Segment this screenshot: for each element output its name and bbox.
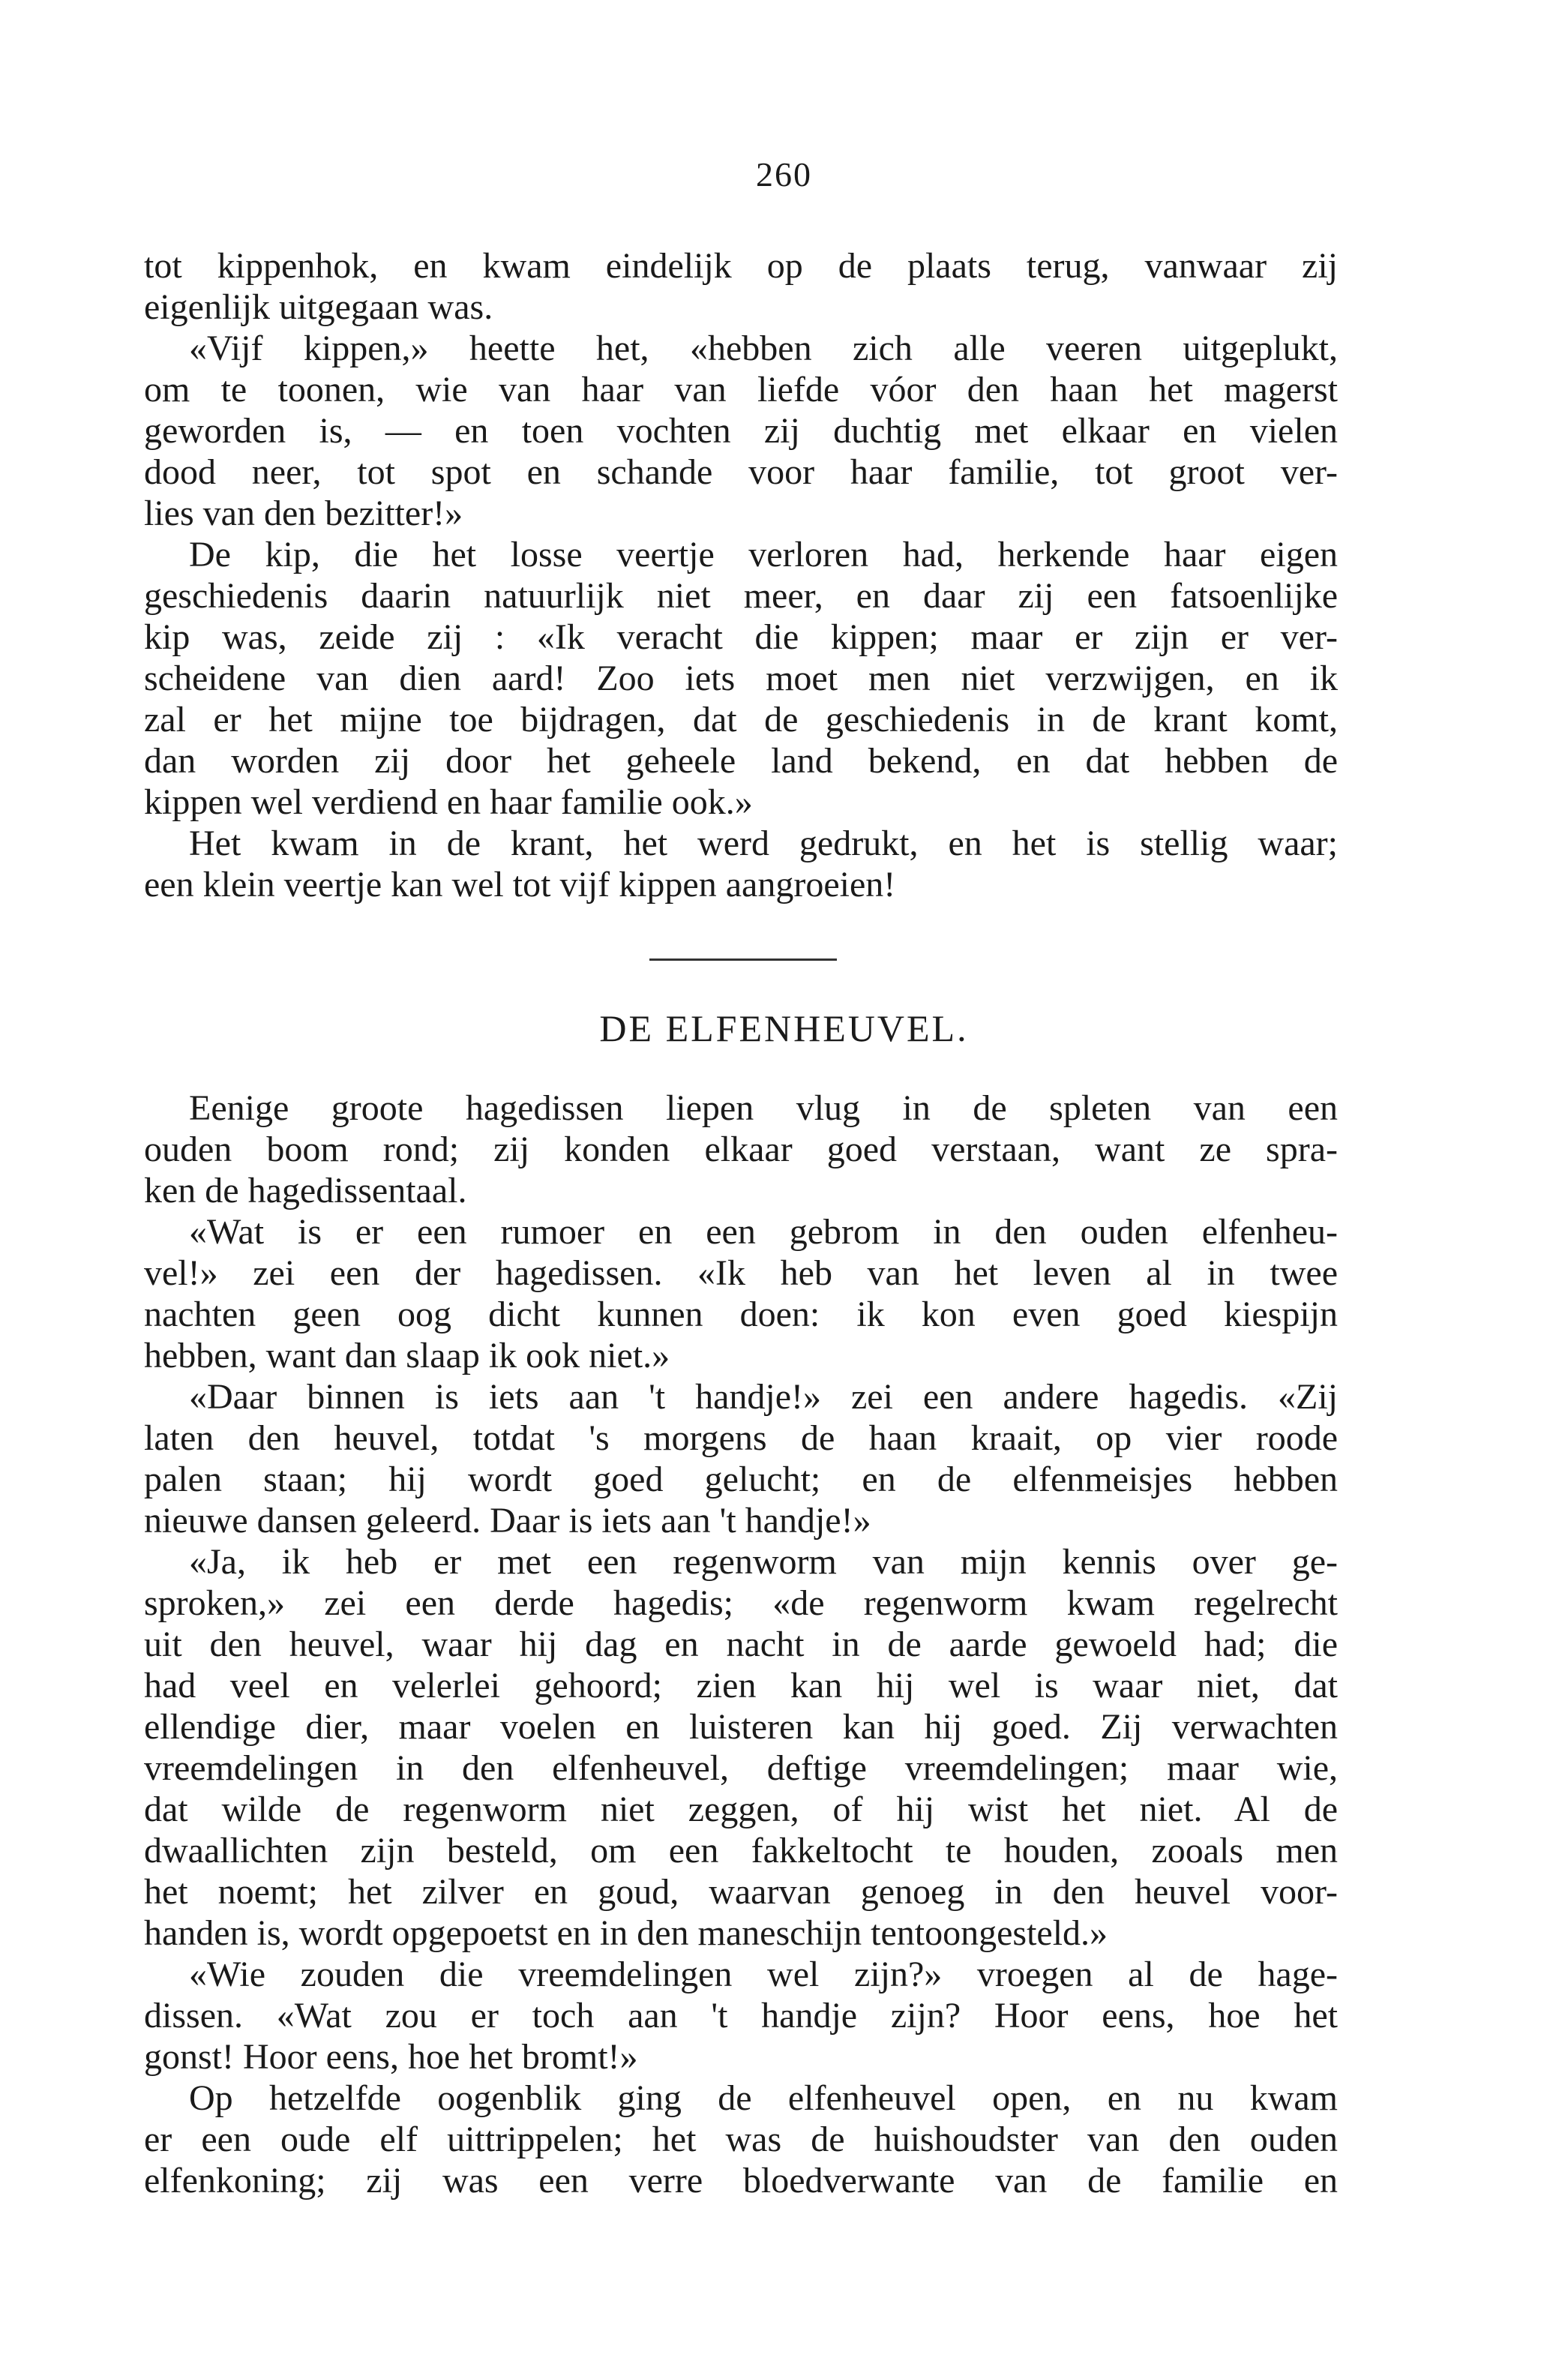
section-divider: [649, 958, 837, 961]
text-line: eigenlijk uitgegaan was.: [144, 287, 493, 327]
text-line: dissen. «Wat zou er toch aan 't handje zijn? Hoor eens, hoe het: [144, 1996, 1338, 2036]
text-line: dwaallichten zijn besteld, om een fakkeltocht te houden, zooals men: [144, 1831, 1338, 1870]
text-line: nieuwe dansen geleerd. Daar is iets aan 't handje!»: [144, 1501, 871, 1540]
text-line: kip was, zeide zij : «Ik veracht die kippen; maar er zijn er ver-: [144, 617, 1338, 657]
text-line: vel!» zei een der hagedissen. «Ik heb van het leven al in twee: [144, 1253, 1338, 1293]
text-line: ouden boom rond; zij konden elkaar goed verstaan, want ze spra-: [144, 1130, 1338, 1169]
text-line: «Wat is er een rumoer en een gebrom in den ouden elfenheu-: [189, 1212, 1338, 1252]
story-beginning-text: [144, 1088, 1338, 2201]
text-line: elfenkoning; zij was een verre bloedverwante van de familie en: [144, 2161, 1338, 2200]
text-line: uit den heuvel, waar hij dag en nacht in de aarde gewoeld had; die: [144, 1624, 1338, 1664]
text-line: nachten geen oog dicht kunnen doen: ik kon even goed kiespijn: [144, 1294, 1338, 1334]
text-line: sproken,» zei een derde hagedis; «de regenworm kwam regelrecht: [144, 1583, 1338, 1623]
text-line: geschiedenis daarin natuurlijk niet meer, en daar zij een fatsoenlijke: [144, 576, 1338, 616]
text-line: scheidene van dien aard! Zoo iets moet men niet verzwijgen, en ik: [144, 658, 1338, 698]
text-line: gonst! Hoor eens, hoe het bromt!»: [144, 2037, 638, 2077]
text-line: lies van den bezitter!»: [144, 494, 463, 533]
text-line: dat wilde de regenworm niet zeggen, of hij wist het niet. Al de: [144, 1790, 1338, 1829]
text-line: «Wie zouden die vreemdelingen wel zijn?» vroegen al de hage-: [189, 1954, 1338, 1994]
text-line: laten den heuvel, totdat 's morgens de haan kraait, op vier roode: [144, 1418, 1338, 1458]
text-line: tot kippenhok, en kwam eindelijk op de plaats terug, vanwaar zij: [144, 246, 1338, 286]
text-line: vreemdelingen in den elfenheuvel, deftige vreemdelingen; maar wie,: [144, 1748, 1338, 1788]
page-number: 260: [756, 155, 812, 194]
text-line: ken de hagedissentaal.: [144, 1171, 467, 1210]
text-line: Op hetzelfde oogenblik ging de elfenheuvel open, en nu kwam: [189, 2078, 1338, 2118]
text-line: had veel en velerlei gehoord; zien kan hij wel is waar niet, dat: [144, 1666, 1338, 1706]
text-line: hebben, want dan slaap ik ook niet.»: [144, 1336, 670, 1376]
text-line: het noemt; het zilver en goud, waarvan genoeg in den heuvel voor-: [144, 1872, 1338, 1912]
text-line: «Vijf kippen,» heette het, «hebben zich alle veeren uitgeplukt,: [189, 328, 1338, 368]
text-line: dood neer, tot spot en schande voor haar familie, tot groot ver-: [144, 452, 1338, 492]
text-line: dan worden zij door het geheele land bekend, en dat hebben de: [144, 741, 1338, 781]
text-line: geworden is, — en toen vochten zij duchtig met elkaar en vielen: [144, 411, 1338, 451]
text-line: ellendige dier, maar voelen en luisteren kan hij goed. Zij verwachten: [144, 1707, 1338, 1747]
text-line: kippen wel verdiend en haar familie ook.»: [144, 782, 753, 822]
text-line: zal er het mijne toe bijdragen, dat de geschiedenis in de krant komt,: [144, 700, 1338, 740]
text-line: er een oude elf uittrippelen; het was de huishoudster van den ouden: [144, 2120, 1338, 2159]
section-title: DE ELFENHEUVEL.: [599, 1007, 969, 1049]
text-line: handen is, wordt opgepoetst en in den maneschijn tentoongesteld.»: [144, 1913, 1108, 1953]
text-line: palen staan; hij wordt goed gelucht; en de elfenmeisjes hebben: [144, 1460, 1338, 1499]
text-line: Het kwam in de krant, het werd gedrukt, en het is stellig waar;: [189, 824, 1338, 863]
text-line: De kip, die het losse veertje verloren had, herkende haar eigen: [189, 535, 1338, 574]
text-line: «Daar binnen is iets aan 't handje!» zei een andere hagedis. «Zij: [189, 1377, 1338, 1417]
story-ending-text: [144, 245, 1338, 905]
text-line: Eenige groote hagedissen liepen vlug in de spleten van een: [189, 1088, 1338, 1128]
text-line: een klein veertje kan wel tot vijf kippen aangroeien!: [144, 865, 896, 904]
text-line: om te toonen, wie van haar van liefde vóor den haan het magerst: [144, 370, 1338, 410]
text-line: «Ja, ik heb er met een regenworm van mijn kennis over ge-: [189, 1542, 1338, 1582]
